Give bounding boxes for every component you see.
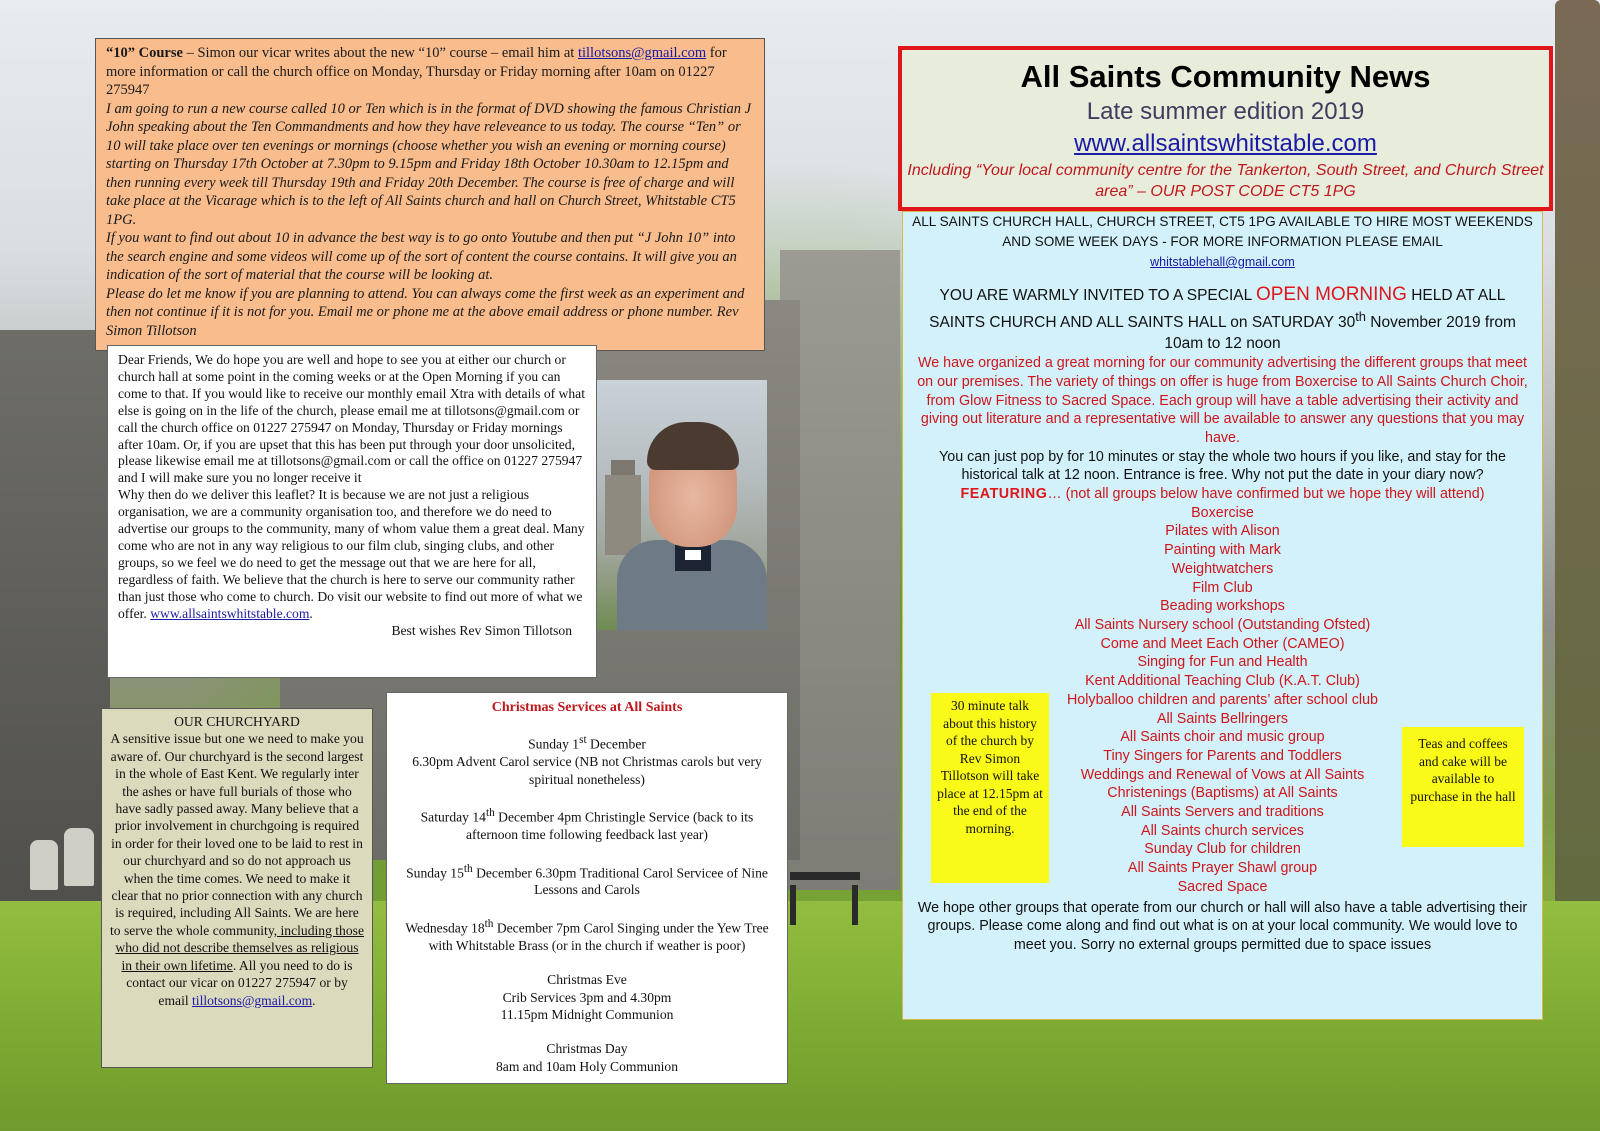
group-item: Boxercise — [1191, 504, 1254, 521]
group-item: All Saints Prayer Shawl group — [1127, 860, 1318, 877]
letter-signature: Best wishes Rev Simon Tillotson — [391, 622, 572, 638]
bench — [790, 872, 860, 880]
group-item: Christenings (Baptisms) at All Saints — [1107, 785, 1338, 802]
churchyard-title: OUR CHURCHYARD — [174, 714, 300, 729]
course-heading: “10” Course — [106, 45, 183, 61]
christmas-eve-title: Christmas Eve — [547, 972, 627, 988]
history-talk-note: 30 minute talk about this history of the church by Rev Simon Tillotson will take place at 12.15pm at the end of the morning. — [931, 693, 1049, 883]
photo-clerical-collar — [685, 550, 701, 560]
course-email-link[interactable]: tillotsons@gmail.com — [577, 45, 707, 61]
bench-leg — [790, 885, 796, 925]
group-item: Singing for Fun and Health — [1137, 654, 1308, 671]
churchyard-tail: . All you need to do is contact our vicar on 01227 275947 or by email — [126, 957, 353, 1008]
letter-paragraph-1: Dear Friends, We do hope you are well and hope to see you at either our church or church hall at some point in the coming weeks or at the Open Morning if you can come to that. If you would like to receive our monthly email Xtra with details of what else is going on in the life of the church, please email me at tillotsons@gmail.com or call the church office on 01227 275947 on Monday, Thursday or Friday mornings after 10am. Or, if you are upset that this has been put through your door unsolicited, please likewise email me at tillotsons@gmail.com or call the office on 01227 275947 and I will make sure you no longer receive it — [118, 352, 585, 486]
christmas-eve-1: Crib Services 3pm and 4.30pm — [502, 989, 672, 1005]
group-item: Sunday Club for children — [1144, 841, 1301, 858]
group-item: All Saints choir and music group — [1120, 729, 1325, 746]
course-paragraph-2: If you want to find out about 10 in advance the best way is to go onto Youtube and then put “J John 10” into the search engine and some videos will come up of the sort of content the course contains. It will give you an indication of the sort of material that the course will be looking at. — [106, 230, 737, 283]
christmas-title: Christmas Services at All Saints — [491, 700, 683, 715]
bench-leg — [852, 885, 858, 925]
churchyard-underlined: , including those who did not describe themselves as religious in their own lifetime — [115, 922, 364, 973]
letter-paragraph-2 — [118, 487, 586, 622]
hall-hire-text: ALL SAINTS CHURCH HALL, CHURCH STREET, CT5 1PG AVAILABLE TO HIRE MOST WEEKENDS AND SOME WEEK DAYS - FOR MORE INFORMATION PLEASE EMAIL — [912, 214, 1533, 249]
churchyard-body — [110, 730, 364, 1009]
course-paragraph-1: I am going to run a new course called 10 or Ten which is in the format of DVD showing the famous Christian J John speaking about the Ten Commandments and how they have releveance to us today. The course “Ten” or 10 will take place over ten evenings or mornings (choose whether you wish an evening or morning course) starting on Thursday 17th October at 7.30pm to 9.15pm and Friday 18th October 10.30am to 12.15pm and then running every week till Thursday 19th and Friday 20th December. The course is free of charge and will take place at the Vicarage which is to the left of All Saints church and hall on Church Street, Whitstable CT5 1PG. — [106, 100, 752, 228]
group-item: Painting with Mark — [1164, 542, 1281, 559]
service-2: Saturday 14th December 4pm Christingle Service (back to its afternoon time following feedback last year) — [420, 807, 754, 843]
photo-church-tower — [605, 475, 641, 555]
churchyard-email-link[interactable]: tillotsons@gmail.com — [192, 992, 313, 1008]
group-item: Film Club — [1192, 579, 1253, 596]
masthead — [898, 46, 1553, 211]
course-intro-b: for more information or call the church office on Monday, Thursday or Friday morning after 10am on 01227 275947 — [106, 45, 727, 98]
christmas-eve-2: 11.15pm Midnight Communion — [500, 1007, 674, 1022]
letter-website-link[interactable]: www.allsaintswhitstable.com — [150, 605, 310, 621]
letter-dot: . — [309, 605, 313, 621]
group-item: All Saints Bellringers — [1156, 710, 1289, 727]
christmas-day-title: Christmas Day — [546, 1041, 628, 1057]
hall-email-link[interactable]: whitstablehall@gmail.com — [1150, 255, 1295, 269]
vicar-photo — [597, 380, 767, 630]
teas-coffees-note: Teas and coffees and cake will be available to purchase in the hall — [1402, 727, 1524, 847]
course-paragraph-3: Please do let me know if you are planning to attend. You can always come the first week as an experiment and then not continue if it is not for you. Email me or phone me at the above email address or phone number. Rev Simon Tillotson — [106, 285, 745, 339]
group-item: Tiny Singers for Parents and Toddlers — [1103, 747, 1342, 764]
group-item: Beading workshops — [1160, 598, 1285, 615]
service-4: Wednesday 18th December 7pm Carol Singing under the Yew Tree with Whitstable Brass (or in the church if weather is poor) — [405, 917, 769, 953]
gravestone — [30, 840, 58, 890]
open-morning-panel — [902, 211, 1543, 1020]
group-item: Kent Additional Teaching Club (K.A.T. Club) — [1085, 673, 1360, 690]
panel-outro: We hope other groups that operate from our church or hall will also have a table advertising their groups. Please come along and find out what is on at your local community. We would love to meet you. Sorry no external groups permitted due to space issues — [917, 899, 1528, 953]
group-item: All Saints Servers and traditions — [1121, 804, 1324, 821]
open-morning-details: You can just pop by for 10 minutes or stay the whole two hours if you like, and stay for the historical talk at 12 noon. Entrance is free. Why not put the date in your diary now? — [939, 448, 1506, 484]
service-1-date: Sunday 1st December — [528, 734, 646, 752]
gravestone — [64, 828, 94, 886]
open-morning-invite: YOU ARE WARMLY INVITED TO A SPECIAL OPEN MORNING HELD AT ALL SAINTS CHURCH AND ALL SAINTS HALL on SATURDAY 30th November 2019 from 10am to 12 noon — [929, 284, 1516, 353]
churchyard-box — [101, 708, 373, 1068]
newsletter-title: All Saints Community News — [1020, 59, 1431, 94]
group-item: Sacred Space — [1177, 878, 1268, 895]
group-item: Holyballoo children and parents’ after school club — [1066, 691, 1378, 708]
course-intro: – Simon our vicar writes about the new “10” course – email him at — [182, 45, 578, 61]
churchyard-body-text: A sensitive issue but one we need to make you aware of. Our churchyard is the second largest in the whole of East Kent. We regularly inter the ashes or have full burials of those who have sadly passed away. Many believe that a prior involvement in churchgoing is required in order for their loved one to be laid to rest in our churchyard and so do not approach us when the time comes. We need to make it clear that no prior connection with any church is required, including All Saints. We are here to serve the whole community — [110, 731, 364, 938]
masthead-including: Including “Your local community centre for the Tankerton, South Street, and Church Street area” – OUR POST CODE CT5 1PG — [907, 162, 1544, 200]
christmas-day-1: 8am and 10am Holy Communion — [496, 1058, 678, 1074]
service-1-text: 6.30pm Advent Carol service (NB not Christmas carols but very spiritual nonetheless) — [412, 754, 762, 787]
featuring-line: FEATURING… (not all groups below have confirmed but we hope they will attend) — [960, 486, 1485, 503]
service-3: Sunday 15th December 6.30pm Traditional Carol Servicee of Nine Lessons and Carols — [406, 862, 768, 898]
christmas-services-box — [386, 692, 788, 1084]
edition-label: Late summer edition 2019 — [1086, 98, 1365, 125]
letter-box — [107, 345, 597, 678]
churchyard-end: . — [312, 992, 316, 1008]
group-item: All Saints Nursery school (Outstanding Ofsted) — [1074, 617, 1371, 633]
ten-course-box — [95, 38, 765, 351]
masthead-website-link[interactable]: www.allsaintswhitstable.com — [1074, 130, 1377, 157]
group-item: Weightwatchers — [1171, 560, 1274, 577]
photo-hair — [647, 422, 739, 470]
group-item: Weddings and Renewal of Vows at All Saints — [1080, 766, 1365, 783]
letter-paragraph-2-text: Why then do we deliver this leaflet? It is because we are not just a religious organisation, we are a community organisation too, and therefore we do need to advertise our groups to the community, many of whom value them a great deal. Many come who are not in any way religious to our film club, singing clubs, and other groups, so we feel we do need to get the message out that we are here for all, regardless of faith. We believe that the church is here to serve our community rather than just those who come to church. Do visit our website to find out more of what we offer. — [118, 487, 585, 621]
group-item: All Saints church services — [1141, 822, 1304, 839]
group-item: Come and Meet Each Other (CAMEO) — [1100, 635, 1345, 652]
course-heading-line — [106, 44, 754, 100]
open-morning-description: We have organized a great morning for our community advertising the different groups that meet on our premises. The variety of things on offer is huge from Boxercise to All Saints Church Choir, from Glow Fitness to Sacred Space. Each group will have a table advertising their activity and giving out literature and a representative will be available to answer any questions that you may have. — [917, 355, 1528, 446]
group-item: Pilates with Alison — [1165, 523, 1280, 540]
